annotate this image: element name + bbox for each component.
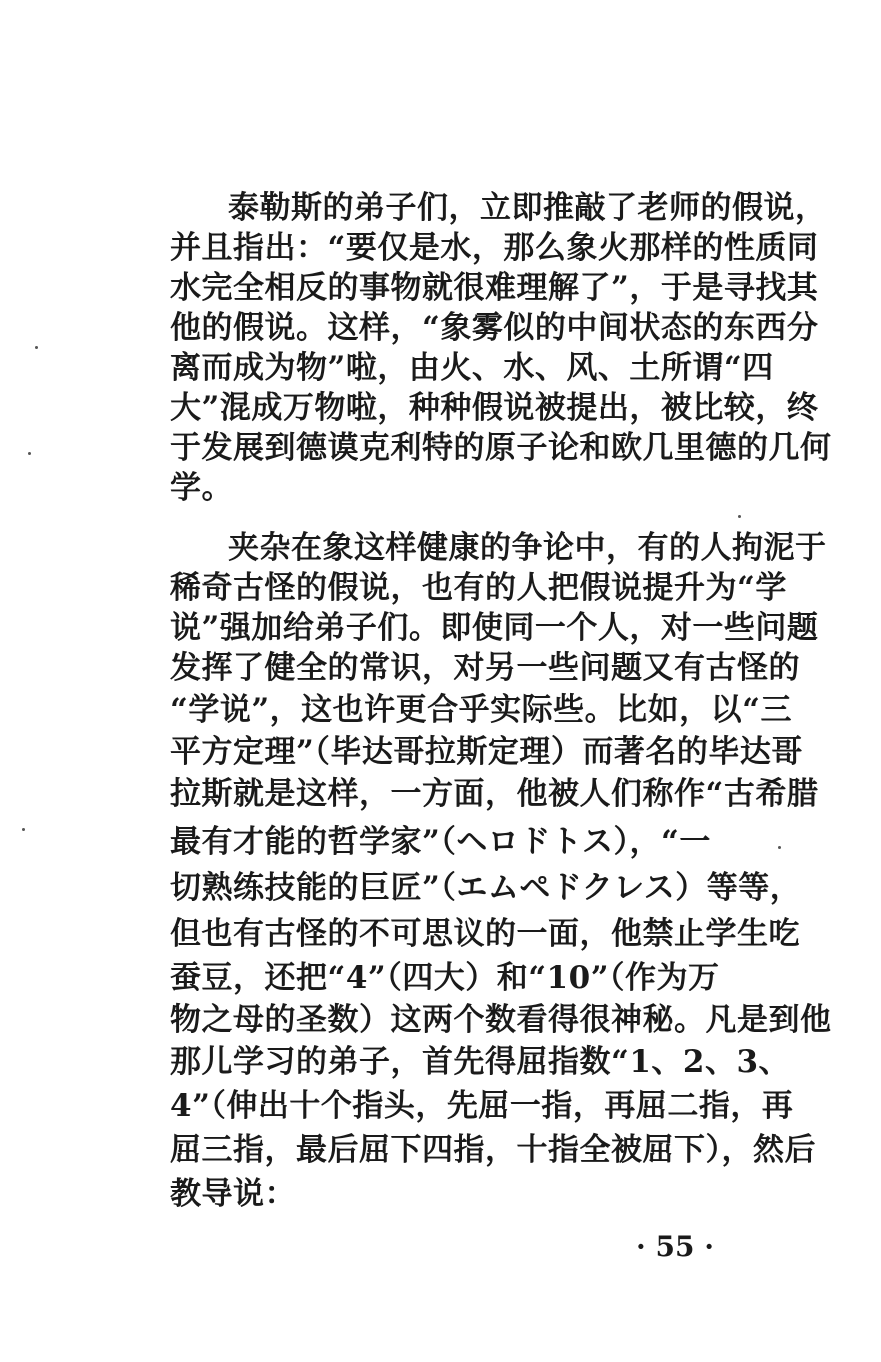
text-line: 水完全相反的事物就很难理解了”，于是寻找其	[170, 270, 819, 306]
text-line: 于发展到德谟克利特的原子论和欧几里德的几何	[170, 430, 832, 466]
text-line: 学。	[170, 470, 233, 506]
text-line: 物之母的圣数）这两个数看得很神秘。凡是到他	[170, 1002, 832, 1038]
text-line: 大”混成万物啦，种种假说被提出，被比较，终	[170, 390, 819, 426]
text-line: “学说”，这也许更合乎实际些。比如，以“三	[170, 692, 792, 728]
text-line: 那儿学习的弟子，首先得屈指数“1、2、3、	[170, 1044, 791, 1080]
text-line: 蚕豆，还把“4”（四大）和“10”（作为万	[170, 960, 720, 996]
text-line: 最有才能的哲学家”（ヘロドトス），“一	[170, 824, 711, 860]
text-line: 4”（伸出十个指头，先屈一指，再屈二指，再	[170, 1088, 794, 1124]
page-number: · 55 ·	[636, 1230, 714, 1263]
scan-speck	[778, 846, 781, 849]
text-line: 说”强加给弟子们。即使同一个人，对一些问题	[170, 610, 819, 646]
text-line: 拉斯就是这样，一方面，他被人们称作“古希腊	[170, 776, 819, 812]
scan-speck	[738, 515, 741, 518]
text-line: 稀奇古怪的假说，也有的人把假说提升为“学	[170, 570, 787, 606]
text-line: 平方定理”（毕达哥拉斯定理）而著名的毕达哥	[170, 734, 803, 770]
text-line: 屈三指，最后屈下四指，十指全被屈下），然后	[170, 1132, 816, 1168]
text-line: 并且指出：“要仅是水，那么象火那样的性质同	[170, 230, 819, 266]
text-line: 他的假说。这样，“象雾似的中间状态的东西分	[170, 310, 819, 346]
text-line: 发挥了健全的常识，对另一些问题又有古怪的	[170, 650, 800, 686]
scan-speck	[35, 346, 38, 349]
text-line: 离而成为物”啦，由火、水、风、土所谓“四	[170, 350, 774, 386]
text-line: 泰勒斯的弟子们，立即推敲了老师的假说，	[228, 190, 827, 226]
text-line: 但也有古怪的不可思议的一面，他禁止学生吃	[170, 916, 800, 952]
text-line: 切熟练技能的巨匠”（エムペドクレス）等等，	[170, 870, 802, 906]
text-line: 教导说：	[170, 1176, 296, 1212]
scan-speck	[22, 828, 25, 831]
scan-speck	[28, 452, 31, 455]
text-line: 夹杂在象这样健康的争论中，有的人拘泥于	[228, 530, 827, 566]
